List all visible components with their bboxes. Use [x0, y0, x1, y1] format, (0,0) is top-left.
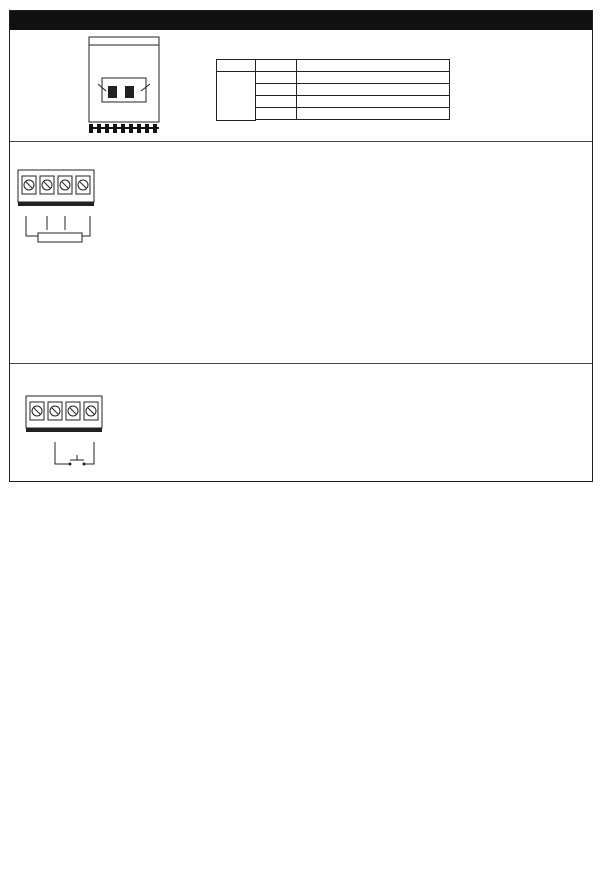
terminal-block-diagram [22, 388, 108, 478]
definition-table [255, 59, 450, 120]
page-title [10, 11, 592, 30]
section-divider [10, 141, 592, 142]
board-diagram [86, 34, 178, 134]
table-row [256, 108, 450, 120]
table-row [256, 84, 450, 96]
def-header-definition [297, 60, 450, 72]
def-header-jumper [256, 60, 297, 72]
section-divider [10, 363, 592, 364]
sw-jumper-figure [216, 59, 256, 121]
table-row [256, 72, 450, 84]
table-row [256, 96, 450, 108]
terminal-block-diagram [14, 160, 102, 255]
